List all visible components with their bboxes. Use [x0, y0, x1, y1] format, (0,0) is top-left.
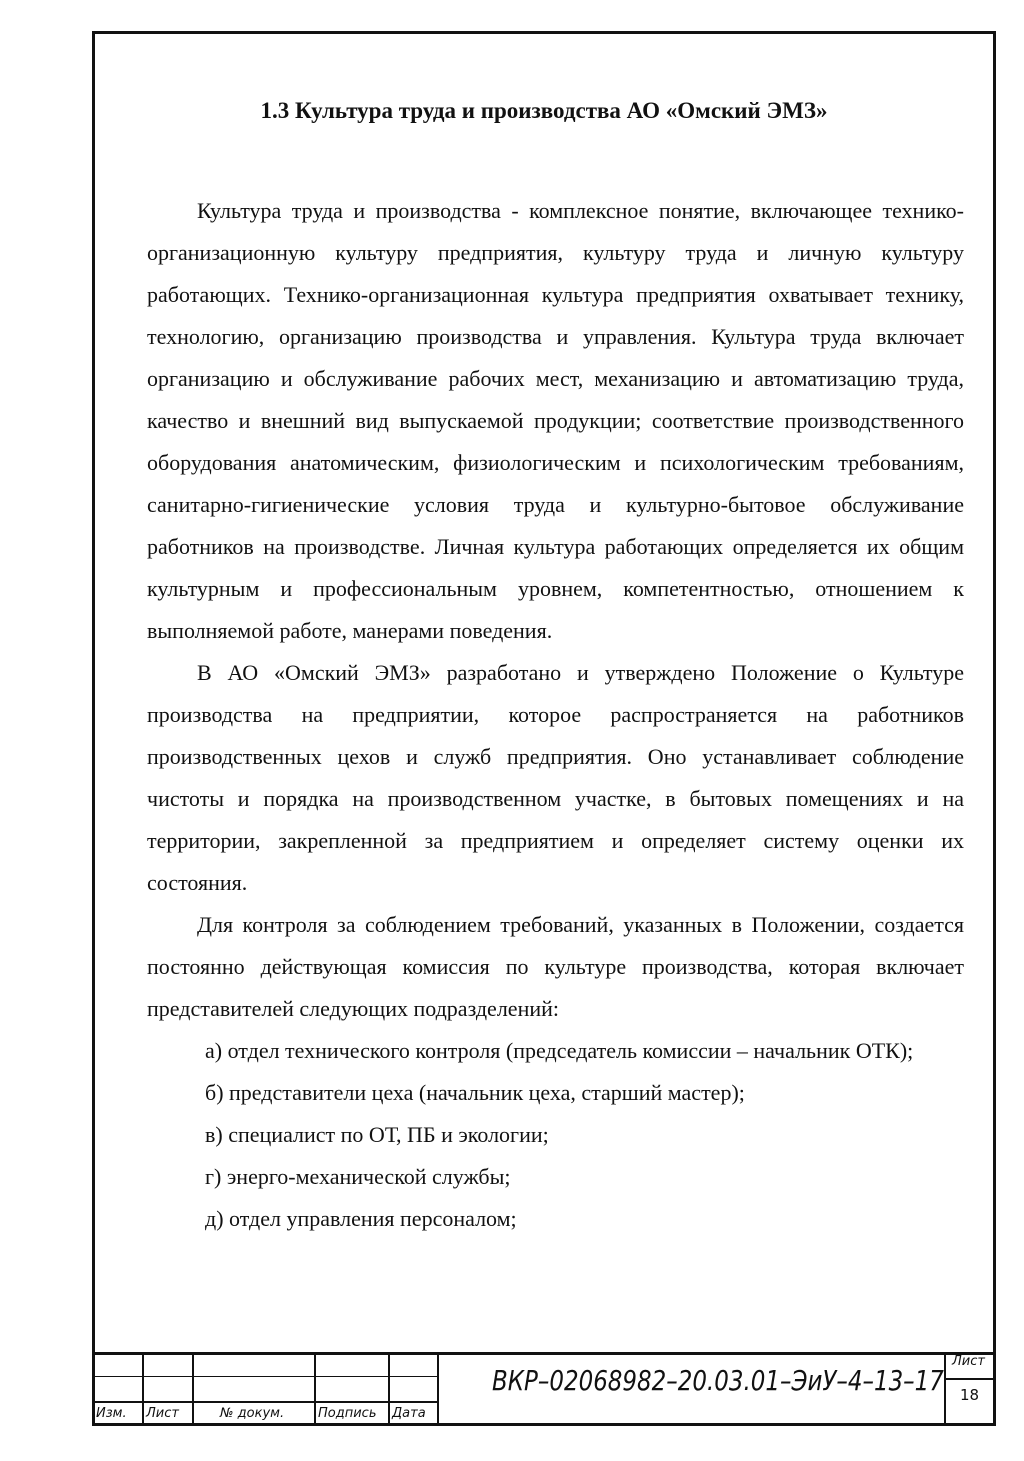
list-label: Лист [146, 1406, 179, 1421]
izm-label: Изм. [96, 1406, 127, 1421]
signature-label: Подпись [318, 1406, 377, 1421]
list-item: в) специалист по ОТ, ПБ и экологии; [205, 1122, 549, 1147]
sheet-label: Лист [952, 1354, 985, 1369]
doc-number-label: № докум. [220, 1406, 285, 1421]
date-label: Дата [392, 1406, 426, 1421]
body-text [147, 190, 964, 1240]
sheet-number: 18 [960, 1386, 980, 1404]
section-heading: 1.3 Культура труда и производства АО «Омский ЭМЗ» [260, 98, 828, 123]
paragraph-3: Для контроля за соблюдением требований, указанных в Положении, создается постоянно действующая комиссия по культуре производства, которая включает представителей следующих подразделений: [147, 912, 964, 1021]
list-item: г) энерго-механической службы; [205, 1164, 511, 1189]
paragraph-1: Культура труда и производства - комплексное понятие, включающее технико-организационную культуру предприятия, культуру труда и личную культуру работающих. Технико-организационная культура предприятия охватывает технику, технологию, организацию производства и управления. Культура труда включает организацию и обслуживание рабочих мест, механизацию и автоматизацию труда, качество и внешний вид выпускаемой продукции; соответствие производственного оборудования анатомическим, физиологическим и психологическим требованиям, санитарно-гигиенические условия труда и культурно-бытовое обслуживание работников на производстве. Личная культура работающих определяется их общим культурным и профессиональным уровнем, компетентностью, отношением к выполняемой работе, манерами поведения. [147, 198, 964, 643]
paragraph-2: В АО «Омский ЭМЗ» разработано и утверждено Положение о Культуре производства на предприятии, которое распространяется на работников производственных цехов и служб предприятия. Оно устанавливает соблюдение чистоты и порядка на производственном участке, в бытовых помещениях и на территории, закрепленной за предприятием и определяет систему оценки их состояния. [147, 660, 964, 895]
list-item: а) отдел технического контроля (председатель комиссии – начальник ОТК); [205, 1038, 914, 1063]
commission-list [147, 1030, 964, 1240]
document-code: ВКР–02068982–20.03.01–ЭиУ–4–13–17 [492, 1364, 944, 1397]
list-item: б) представители цеха (начальник цеха, старший мастер); [205, 1080, 745, 1105]
list-item: д) отдел управления персоналом; [205, 1206, 517, 1231]
title-block [92, 1352, 996, 1426]
